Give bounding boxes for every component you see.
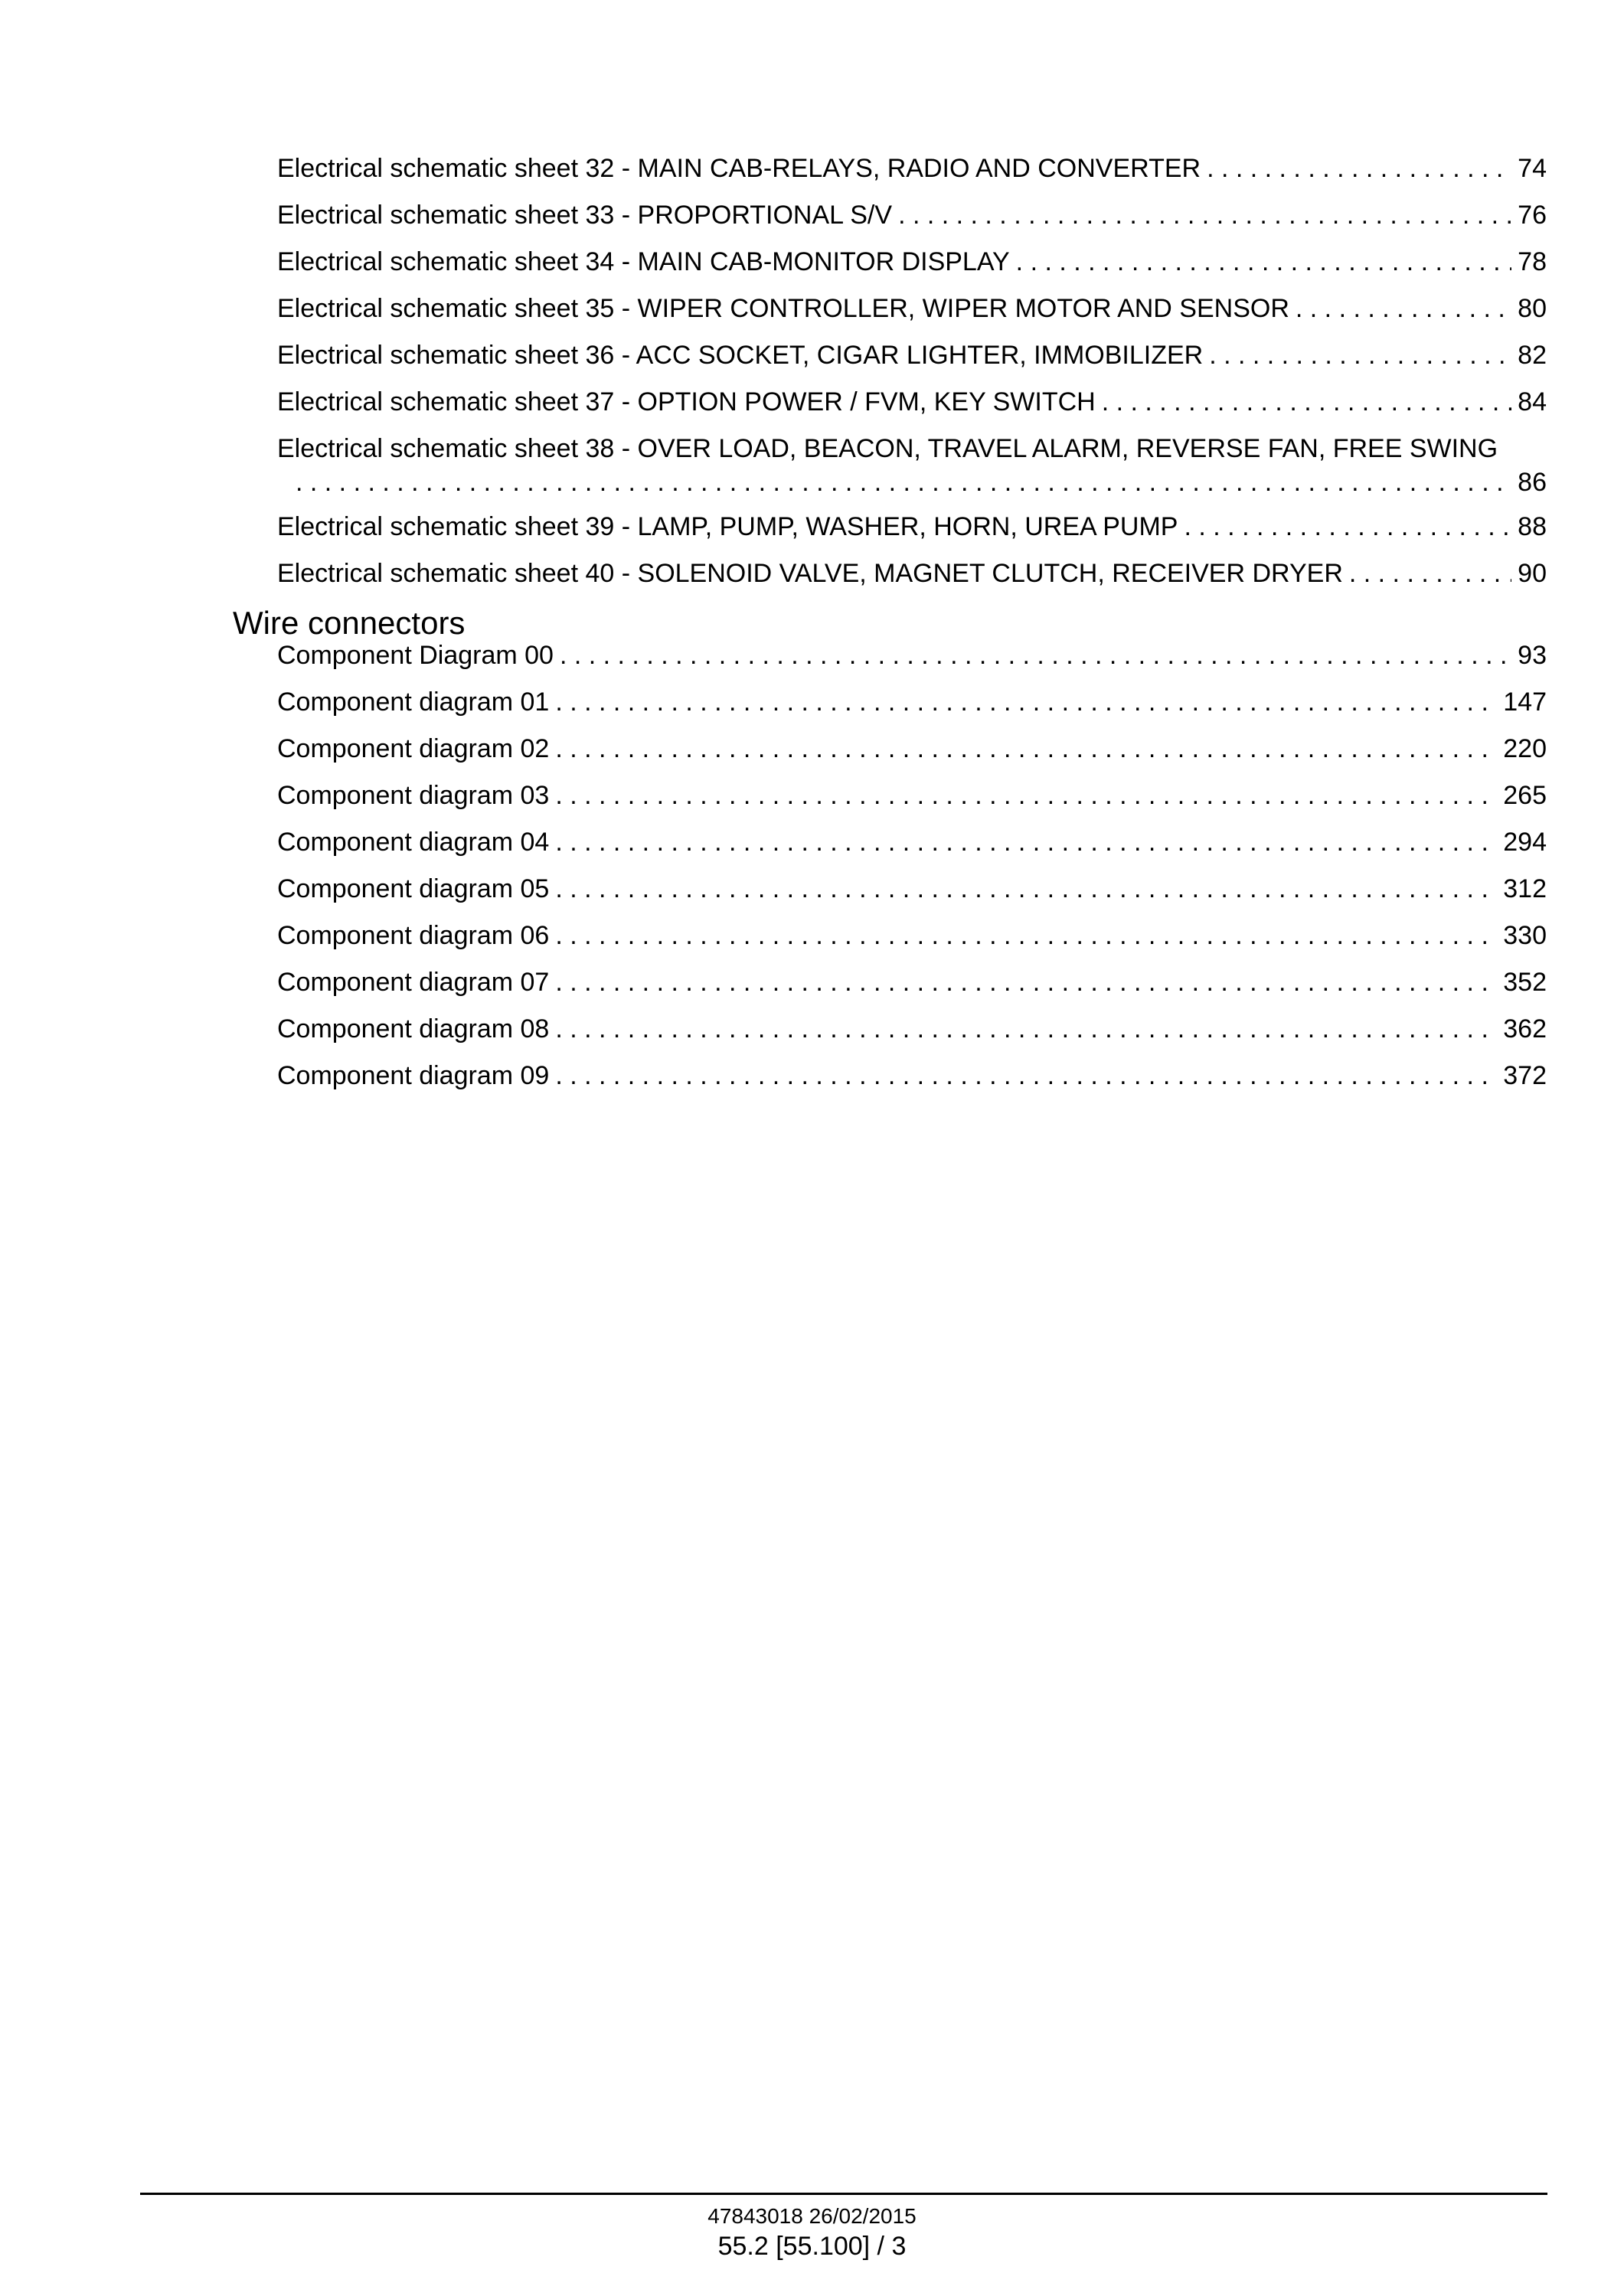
toc-entry-title: Electrical schematic sheet 37 - OPTION POWER / FVM, KEY SWITCH — [277, 387, 1096, 416]
toc-entry-sheet-36[interactable] — [277, 338, 1547, 372]
dot-leader — [555, 732, 1497, 766]
toc-entry-title: Component diagram 03 — [277, 781, 550, 810]
toc-entry-page: 265 — [1503, 781, 1547, 810]
toc-entry-component-04[interactable] — [277, 825, 1547, 859]
toc-entry-page: 294 — [1503, 828, 1547, 857]
dot-leader — [555, 685, 1497, 719]
toc-entry-sheet-33[interactable] — [277, 198, 1547, 232]
toc-entry-page: 362 — [1503, 1014, 1547, 1043]
toc-entry-component-06[interactable] — [277, 919, 1547, 952]
toc-entry-component-01[interactable] — [277, 685, 1547, 719]
dot-leader — [555, 779, 1497, 812]
toc-entry-continuation — [277, 465, 1547, 499]
toc-entry-page: 352 — [1503, 968, 1547, 997]
toc-entry-component-05[interactable] — [277, 872, 1547, 906]
dot-leader — [555, 872, 1497, 906]
footer-doc-code: 47843018 26/02/2015 — [707, 2204, 917, 2228]
dot-leader — [1296, 292, 1511, 325]
toc-entry-component-00[interactable] — [277, 639, 1547, 672]
toc-entry-page: 88 — [1518, 512, 1547, 541]
toc-entry-page: 82 — [1518, 341, 1547, 370]
toc-entry-page: 93 — [1518, 641, 1547, 670]
toc-entry-page: 86 — [1518, 468, 1547, 497]
dot-leader — [1207, 152, 1511, 185]
toc-entry-title: Component diagram 07 — [277, 968, 550, 997]
toc-entry-sheet-34[interactable] — [277, 245, 1547, 279]
footer-page-reference: 55.2 [55.100] / 3 — [717, 2232, 907, 2261]
toc-entry-title: Component diagram 01 — [277, 687, 550, 717]
toc-entry-page: 78 — [1518, 247, 1547, 276]
toc-entry-sheet-39[interactable] — [277, 510, 1547, 544]
toc-entry-sheet-38[interactable] — [277, 432, 1547, 499]
toc-entry-page: 147 — [1503, 687, 1547, 717]
toc-entry-title: Component diagram 04 — [277, 828, 550, 857]
toc-entry-title: Component diagram 05 — [277, 874, 550, 903]
toc-entry-sheet-40[interactable] — [277, 557, 1547, 590]
toc-entry-title: Electrical schematic sheet 35 - WIPER CONTROLLER, WIPER MOTOR AND SENSOR — [277, 294, 1289, 323]
toc-entry-title: Electrical schematic sheet 40 - SOLENOID VALVE, MAGNET CLUTCH, RECEIVER DRYER — [277, 559, 1343, 588]
toc-entry-component-02[interactable] — [277, 732, 1547, 766]
toc-entry-page: 76 — [1518, 201, 1547, 230]
toc-entry-component-08[interactable] — [277, 1012, 1547, 1046]
dot-leader — [555, 965, 1497, 999]
toc-entry-sheet-37[interactable] — [277, 385, 1547, 419]
dot-leader — [1349, 557, 1511, 590]
dot-leader — [1209, 338, 1511, 372]
toc-entry-title: Electrical schematic sheet 34 - MAIN CAB-MONITOR DISPLAY — [277, 247, 1010, 276]
dot-leader — [555, 1012, 1497, 1046]
dot-leader — [555, 919, 1497, 952]
toc-entry-title: Component diagram 02 — [277, 734, 550, 763]
toc-entry-sheet-35[interactable] — [277, 292, 1547, 325]
dot-leader — [560, 639, 1511, 672]
toc-entry-page: 90 — [1518, 559, 1547, 588]
dot-leader — [555, 1059, 1497, 1092]
dot-leader — [1102, 385, 1511, 419]
footer-rule — [140, 2193, 1547, 2195]
toc-entry-component-03[interactable] — [277, 779, 1547, 812]
toc-entry-page: 330 — [1503, 921, 1547, 950]
toc-entry-title: Component diagram 06 — [277, 921, 550, 950]
toc-entry-component-07[interactable] — [277, 965, 1547, 999]
section-heading: Wire connectors — [233, 605, 466, 641]
toc-entry-title: Electrical schematic sheet 32 - MAIN CAB-RELAYS, RADIO AND CONVERTER — [277, 154, 1201, 183]
dot-leader — [555, 825, 1497, 859]
dot-leader — [1185, 510, 1512, 544]
dot-leader — [898, 198, 1511, 232]
dot-leader — [296, 465, 1511, 499]
toc-entry-title: Electrical schematic sheet 33 - PROPORTIONAL S/V — [277, 201, 893, 230]
toc-entry-title: Component diagram 08 — [277, 1014, 550, 1043]
toc-entry-title: Electrical schematic sheet 39 - LAMP, PUMP, WASHER, HORN, UREA PUMP — [277, 512, 1178, 541]
toc-entry-page: 372 — [1503, 1061, 1547, 1090]
toc-entry-page: 312 — [1503, 874, 1547, 903]
toc-entry-component-09[interactable] — [277, 1059, 1547, 1092]
toc-entry-page: 220 — [1503, 734, 1547, 763]
toc-entry-sheet-32[interactable] — [277, 152, 1547, 185]
toc-entry-title: Component Diagram 00 — [277, 641, 554, 670]
toc-entry-title: Component diagram 09 — [277, 1061, 550, 1090]
toc-entry-page: 84 — [1518, 387, 1547, 416]
toc-entry-title: Electrical schematic sheet 38 - OVER LOAD, BEACON, TRAVEL ALARM, REVERSE FAN, FREE SWING — [277, 434, 1498, 463]
toc-entry-page: 74 — [1518, 154, 1547, 183]
toc-entry-page: 80 — [1518, 294, 1547, 323]
toc-entry-title: Electrical schematic sheet 36 - ACC SOCKET, CIGAR LIGHTER, IMMOBILIZER — [277, 341, 1204, 370]
dot-leader — [1016, 245, 1512, 279]
